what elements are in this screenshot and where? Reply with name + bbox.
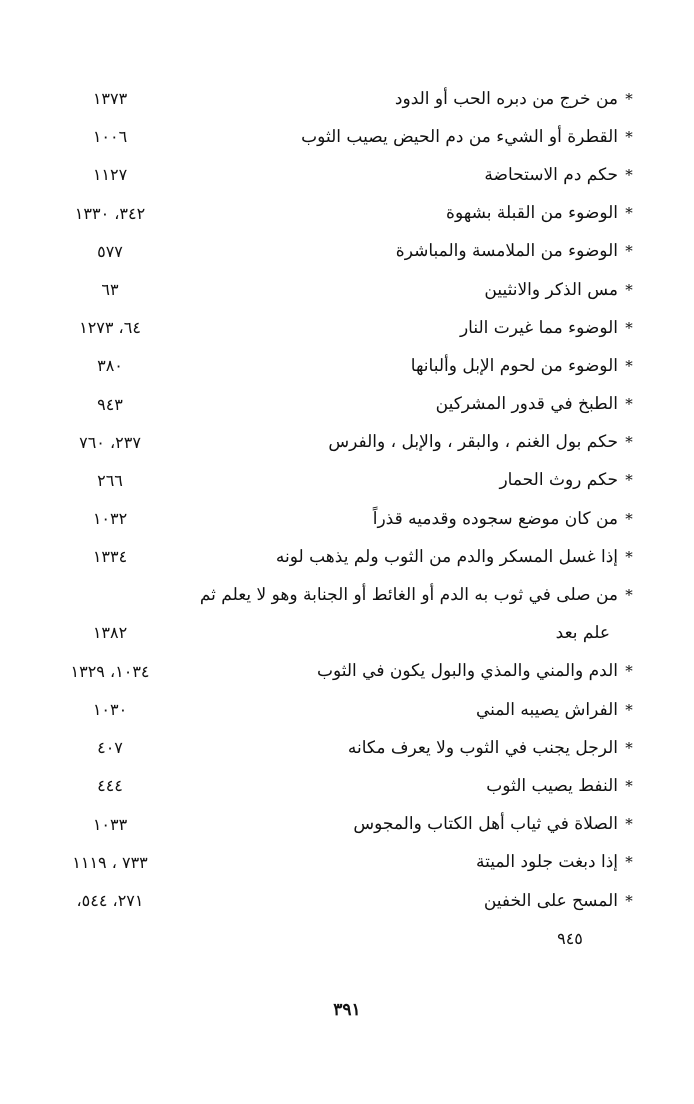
list-item: [40, 691, 640, 729]
entry-pages: ٤٤٤: [97, 776, 123, 796]
entries-list: [40, 80, 640, 958]
entry-topic: الوضوء من لحوم الإبل وألبانها: [410, 355, 618, 376]
entry-pages: ١٠٠٦: [92, 127, 128, 147]
entry-topic: الصلاة في ثياب أهل الكتاب والمجوس: [353, 814, 618, 835]
entry-pages: ٥٧٧: [97, 241, 123, 261]
list-item: [40, 500, 640, 538]
list-item: [40, 767, 640, 805]
entry-topic: النفط يصيب الثوب: [486, 775, 618, 796]
entry-topic: حكم دم الاستحاضة: [484, 164, 618, 185]
entry-topic-continuation: علم بعد: [555, 623, 610, 644]
list-item: [40, 882, 640, 958]
entry-pages: ١٣٣٤: [92, 547, 128, 567]
asterisk-icon: *: [625, 204, 633, 223]
entry-pages: ١٠٣٠: [92, 700, 128, 719]
asterisk-icon: *: [625, 318, 633, 337]
entry-topic: من صلى في ثوب به الدم أو الغائط أو الجنابة وهو لا يعلم ثم: [199, 585, 618, 606]
entry-pages: ١٠٣٢: [92, 509, 128, 529]
asterisk-icon: *: [625, 662, 633, 681]
entry-topic: من كان موضع سجوده وقدميه قذراً: [372, 508, 618, 529]
entry-pages: ١٠٣٣: [92, 814, 128, 834]
entry-pages: ١٣٧٣: [92, 89, 128, 108]
entry-topic: الدم والمني والمذي والبول يكون في الثوب: [316, 661, 618, 682]
entry-pages: ١٠٣٤، ١٣٢٩: [70, 661, 150, 681]
asterisk-icon: *: [625, 547, 633, 566]
asterisk-icon: *: [625, 509, 633, 528]
asterisk-icon: *: [625, 356, 633, 375]
asterisk-icon: *: [625, 853, 633, 872]
asterisk-icon: *: [625, 395, 633, 414]
list-item: [40, 653, 640, 691]
entry-topic: الرجل يجنب في الثوب ولا يعرف مكانه: [347, 737, 618, 758]
list-item: [40, 424, 640, 462]
list-item: [40, 347, 640, 385]
asterisk-icon: *: [625, 242, 633, 261]
entry-pages: ٦٣: [101, 279, 119, 299]
list-item: [40, 309, 640, 347]
asterisk-icon: *: [625, 471, 633, 490]
list-item: [40, 233, 640, 271]
entry-topic: القطرة أو الشيء من دم الحيض يصيب الثوب: [301, 126, 618, 147]
entry-pages: ٩٤٣: [97, 394, 123, 414]
entry-pages: ٣٨٠: [97, 356, 123, 376]
entry-topic: الفراش يصيبه المني: [475, 699, 618, 720]
entry-pages: ٧٣٣ ، ١١١٩: [72, 852, 148, 872]
entry-topic: الوضوء مما غيرت النار: [459, 317, 618, 338]
list-item: [40, 538, 640, 576]
entry-pages: ١٣٨٢: [92, 623, 128, 643]
entry-topic: حكم روث الحمار: [499, 470, 618, 491]
entry-topic: إذا دبغت جلود الميتة: [475, 852, 618, 873]
list-item: [40, 80, 640, 118]
entry-pages: ٦٤، ١٢٧٣: [79, 318, 141, 338]
entry-pages: ٢٦٦: [97, 470, 123, 490]
list-item: [40, 576, 640, 652]
list-item: [40, 271, 640, 309]
entry-topic: الوضوء من الملامسة والمباشرة: [395, 241, 618, 262]
entry-pages: ٤٠٧: [97, 738, 123, 758]
list-item: [40, 729, 640, 767]
list-item: [40, 844, 640, 882]
entry-pages: ٢٧١، ٥٤٤،: [76, 890, 144, 910]
asterisk-icon: *: [625, 586, 633, 605]
list-item: [40, 462, 640, 500]
entry-topic: الوضوء من القبلة بشهوة: [446, 203, 618, 224]
entry-topic: الطبخ في قدور المشركين: [435, 394, 618, 415]
asterisk-icon: *: [625, 891, 633, 910]
entry-pages: ١١٢٧: [92, 165, 128, 185]
entry-pages: ٣٤٢، ١٣٣٠: [74, 203, 146, 223]
list-item: [40, 118, 640, 156]
list-item: [40, 806, 640, 844]
asterisk-icon: *: [625, 89, 633, 108]
entry-pages: ٢٣٧، ٧٦٠: [79, 432, 141, 452]
entry-topic: المسح على الخفين: [483, 890, 618, 911]
list-item: [40, 195, 640, 233]
entry-topic: حكم بول الغنم ، والبقر ، والإبل ، والفرس: [328, 432, 618, 453]
asterisk-icon: *: [625, 700, 633, 719]
entry-topic: من خرج من دبره الحب أو الدود: [394, 88, 618, 109]
asterisk-icon: *: [625, 815, 633, 834]
entry-pages-continuation: ٩٤٥: [557, 929, 583, 949]
asterisk-icon: *: [625, 127, 633, 146]
page-number: ٣٩١: [333, 1000, 361, 1020]
entry-topic: مس الذكر والانثيين: [484, 279, 618, 300]
list-item: [40, 386, 640, 424]
asterisk-icon: *: [625, 776, 633, 795]
asterisk-icon: *: [625, 738, 633, 757]
asterisk-icon: *: [625, 433, 633, 452]
entry-topic: إذا غسل المسكر والدم من الثوب ولم يذهب لونه: [275, 546, 618, 567]
list-item: [40, 156, 640, 194]
asterisk-icon: *: [625, 165, 633, 184]
asterisk-icon: *: [625, 280, 633, 299]
